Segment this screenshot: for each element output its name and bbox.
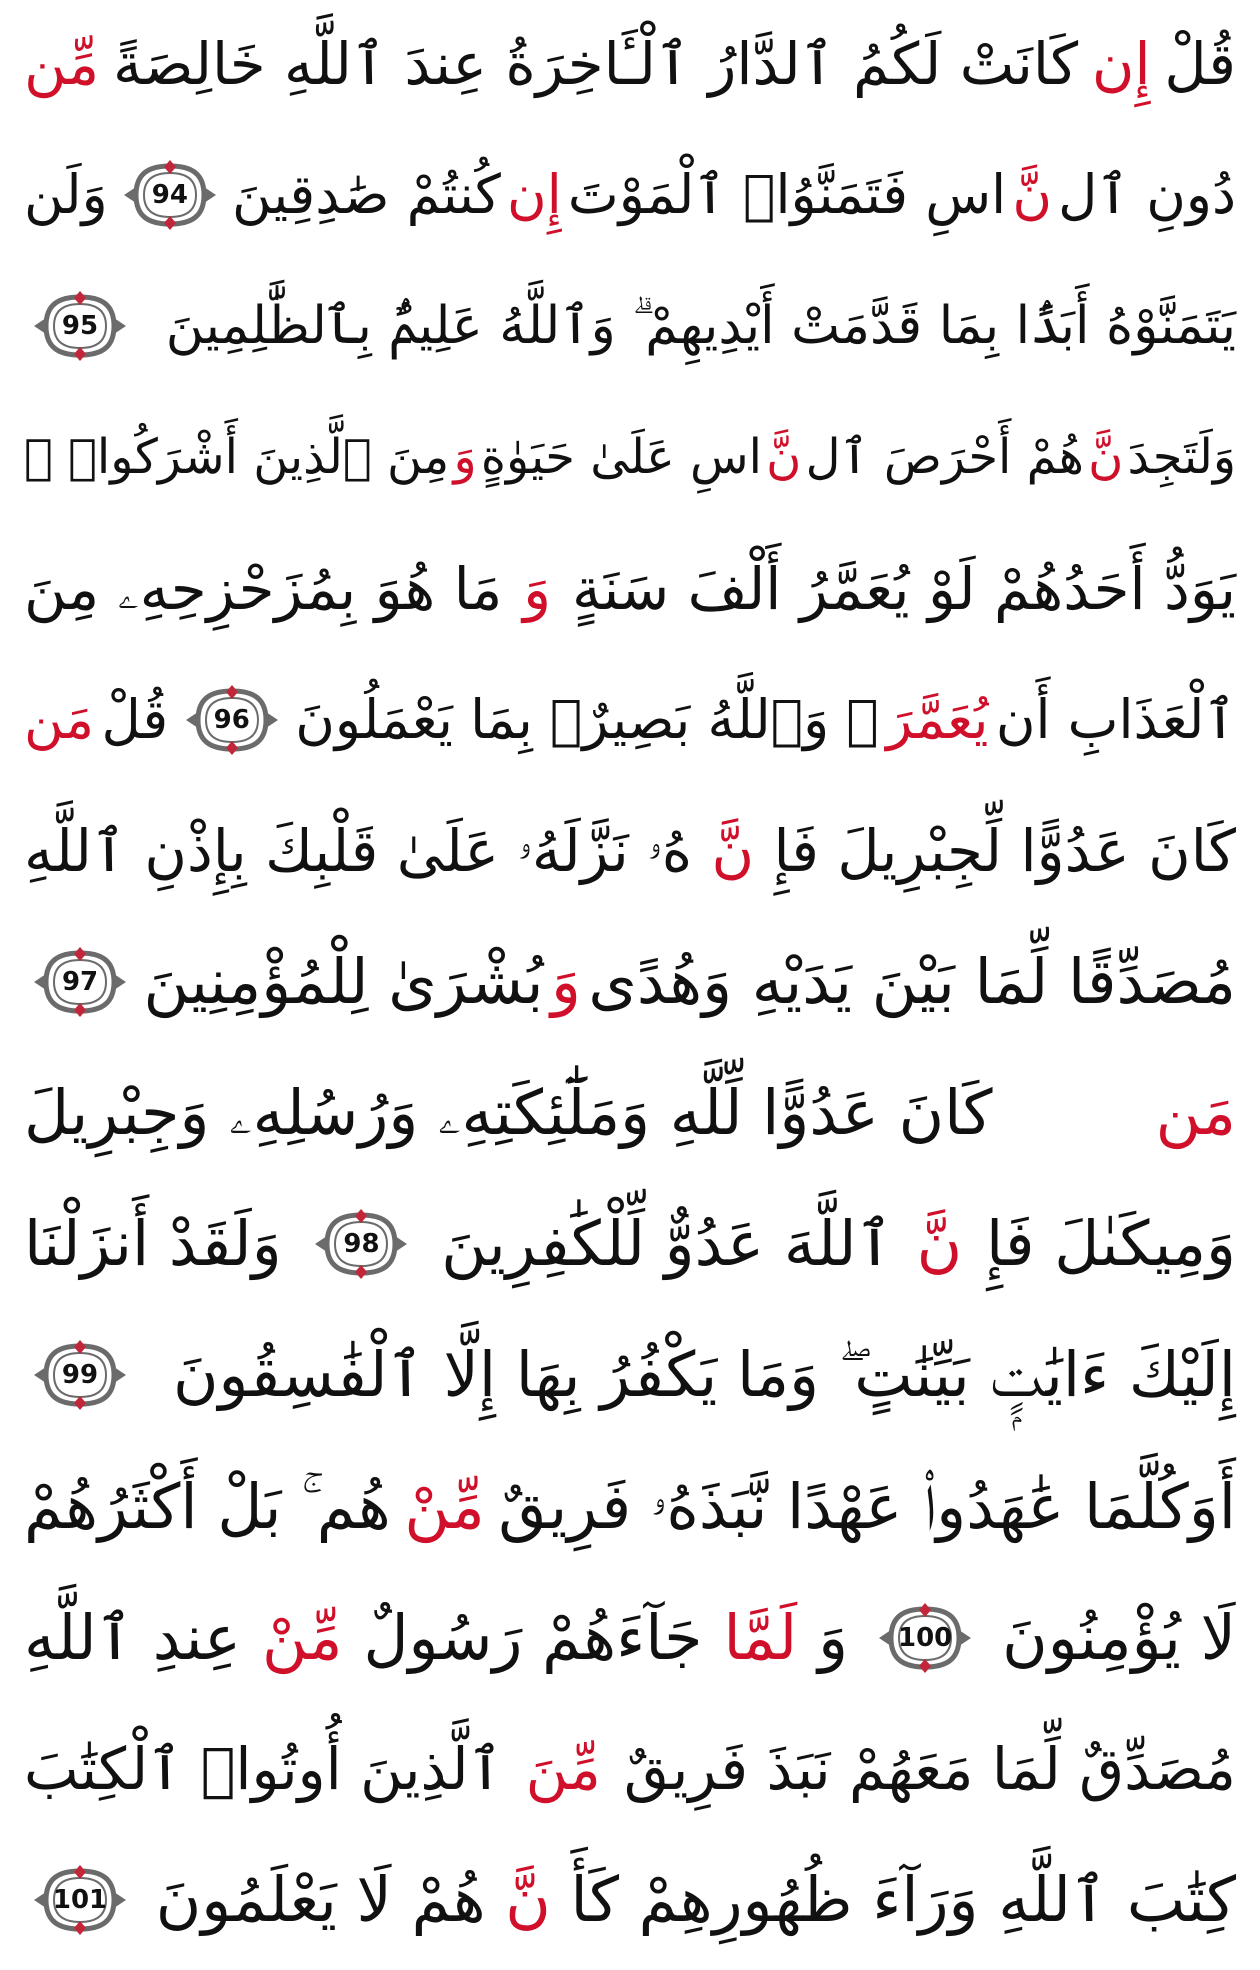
quran-line (22, 139, 1238, 251)
verse-text: ۗ وَٱللَّهُ بَصِيرٌۢ بِمَا يَعْمَلُونَ (295, 687, 879, 751)
verse-text: هُم ۚ بَلْ أَكْثَرُهُمْ (24, 1469, 391, 1543)
ayah-number: 95 (61, 311, 99, 342)
quran-line (22, 1713, 1238, 1825)
ayah-number-marker (32, 291, 128, 361)
verse-text: مِنَ ٱلَّذِينَ أَشْرَكُوا۟ ۚ (24, 429, 450, 486)
verse-text: وَ (818, 1600, 849, 1674)
tajweed-highlight-text: يُعَمَّرَ (886, 687, 989, 751)
tajweed-highlight-text: وَ (453, 429, 477, 486)
verse-text: وَلَن (24, 163, 108, 227)
quran-line (22, 664, 1238, 776)
tajweed-highlight-text: وَ (550, 944, 581, 1018)
verse-text: ٱللَّهَ عَدُوٌّ لِّلْكَٰفِرِينَ (441, 1207, 893, 1281)
tajweed-highlight-text: نَّ (711, 816, 755, 885)
verse-text: بُشْرَىٰ لِلْمُؤْمِنِينَ (143, 944, 544, 1018)
ayah-number-marker (32, 1865, 128, 1935)
ayah-number: 99 (61, 1360, 99, 1391)
verse-text: وَمِيكَىٰلَ فَإِ (986, 1207, 1236, 1281)
tajweed-highlight-text: مَن (24, 687, 95, 751)
ayah-number-marker (184, 685, 280, 755)
verse-text: هُمْ لَا يَعْلَمُونَ (155, 1862, 486, 1936)
tajweed-highlight-text: مِّنْ (404, 1469, 485, 1543)
quran-line (22, 1057, 1238, 1169)
verse-text: كَانَ عَدُوًّا لِّلَّهِ وَمَلَٰٓئِكَتِهِۦ وَرُسُلِهِۦ وَجِبْرِيلَ (24, 1076, 993, 1150)
verse-text: ٱلْعَذَابِ أَن (995, 687, 1236, 751)
tajweed-highlight-text: مِّنَ (525, 1734, 601, 1803)
tajweed-highlight-text: وَ (523, 554, 552, 623)
tajweed-highlight-text: نَّ (505, 1862, 551, 1936)
verse-text: وَلَقَدْ أَنزَلْنَا (24, 1207, 282, 1281)
verse-text: أَوَكُلَّمَا عَٰهَدُوا۟ عَهْدًا نَّبَذَهُۥ فَرِيقٌ (498, 1469, 1236, 1543)
verse-text: ٱلَّذِينَ أُوتُوا۟ ٱلْكِتَٰبَ (24, 1734, 503, 1803)
verse-text: جَآءَهُمْ رَسُولٌ (363, 1600, 703, 1674)
ayah-number-marker (32, 1340, 128, 1410)
verse-text: اسِ عَلَىٰ حَيَوٰةٍ (480, 429, 762, 486)
quran-line (22, 1844, 1238, 1956)
tajweed-highlight-text: نَّ (916, 1207, 963, 1281)
quran-line (22, 926, 1238, 1038)
verse-text: مُصَدِّقًا لِّمَا بَيْنَ يَدَيْهِ وَهُدًى (588, 944, 1236, 1018)
verse-text: لَا يُؤْمِنُونَ (1002, 1600, 1236, 1674)
ayah-number-marker (313, 1209, 409, 1279)
ayah-number: 97 (61, 966, 99, 997)
quran-text-block (22, 8, 1238, 1956)
tajweed-highlight-text: مِّنْ (262, 1600, 343, 1674)
tajweed-highlight-text: نَّ (1088, 429, 1124, 486)
quran-line (22, 795, 1238, 907)
verse-text: كِتَٰبَ ٱللَّهِ وَرَآءَ ظُهُورِهِمْ كَأَ (570, 1862, 1236, 1936)
ayah-number: 101 (52, 1884, 108, 1915)
ayah-number-marker (122, 160, 218, 230)
verse-text: يَتَمَنَّوْهُ أَبَدًۢا بِمَا قَدَّمَتْ أَيْدِيهِمْ ۗ وَٱللَّهُ عَلِيمٌۢ بِٱلظَّٰلِمِينَ (165, 296, 1236, 357)
tajweed-highlight-text: مِّن (24, 30, 100, 98)
verse-text: عِندِ ٱللَّهِ (24, 1600, 241, 1674)
verse-text: هُمْ أَحْرَصَ ٱل (805, 429, 1084, 486)
quran-line (22, 1582, 1238, 1694)
ayah-number: 94 (151, 180, 188, 211)
tajweed-highlight-text: لَمَّا (723, 1600, 798, 1674)
ayah-number-marker (32, 947, 128, 1017)
quran-line (22, 1451, 1238, 1563)
ayah-number: 100 (897, 1622, 953, 1653)
tajweed-highlight-text: إِن (1091, 30, 1151, 98)
quran-line (22, 533, 1238, 645)
ayah-number-marker (877, 1603, 973, 1673)
quran-line (22, 8, 1238, 120)
verse-text: دُونِ ٱل (1058, 163, 1236, 227)
verse-text: مُصَدِّقٌ لِّمَا مَعَهُمْ نَبَذَ فَرِيقٌ (623, 1734, 1236, 1803)
ayah-number: 98 (343, 1229, 380, 1260)
verse-text: كُنتُمْ صَٰدِقِينَ (232, 163, 501, 227)
verse-text: وَلَتَجِدَ (1127, 429, 1236, 486)
quran-line (22, 401, 1238, 513)
verse-text: قُلْ (1164, 30, 1236, 98)
verse-text: هُۥ نَزَّلَهُۥ عَلَىٰ قَلْبِكَ بِإِذْنِ ٱللَّهِ (24, 816, 693, 885)
verse-text: كَانَ عَدُوًّا لِّجِبْرِيلَ فَإِ (773, 816, 1236, 885)
quran-line (22, 1188, 1238, 1300)
verse-text: كَانَتْ لَكُمُ ٱلدَّارُ ٱلْـَٔاخِرَةُ عِندَ ٱللَّهِ خَالِصَةً (112, 30, 1079, 98)
quran-line (22, 1319, 1238, 1431)
tajweed-highlight-text: إِن (507, 163, 562, 227)
quran-line (22, 270, 1238, 382)
tajweed-highlight-text: مَن (1155, 1076, 1236, 1150)
verse-text: اسِ فَتَمَنَّوُا۟ ٱلْمَوْتَ (567, 163, 1007, 227)
verse-text: يَوَدُّ أَحَدُهُمْ لَوْ يُعَمَّرُ أَلْفَ سَنَةٍ (571, 554, 1236, 623)
verse-text: قُلْ (101, 687, 169, 751)
verse-text: مَا هُوَ بِمُزَحْزِحِهِۦ مِنَ (24, 554, 503, 623)
verse-text: إِلَيْكَ ءَايَٰتٍۭ بَيِّنَٰتٍ ۖ وَمَا يَكْفُرُ بِهَا إِلَّا ٱلْفَٰسِقُونَ (172, 1338, 1236, 1412)
ayah-number: 96 (213, 704, 250, 735)
tajweed-highlight-text: نَّ (1012, 163, 1052, 227)
tajweed-highlight-text: نَّ (766, 429, 802, 486)
